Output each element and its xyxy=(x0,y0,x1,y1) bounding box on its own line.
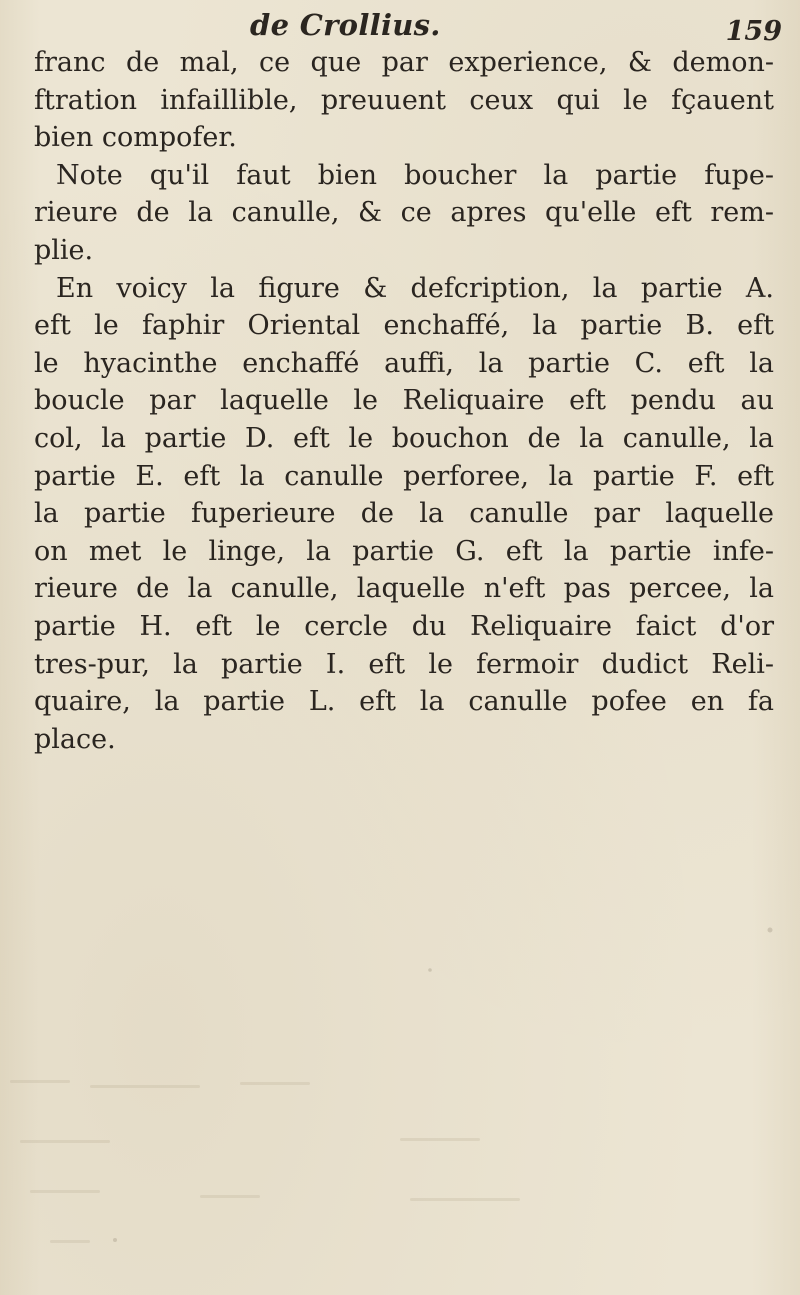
show-through-marks xyxy=(0,720,800,1280)
page-number: 159 xyxy=(725,16,782,47)
text-line: rieure de la canulle, laquelle n'eft pas percee, la xyxy=(34,573,774,605)
text-line: col, la partie D. eft le bouchon de la canulle, la xyxy=(34,422,774,454)
text-line: la partie fuperieure de la canulle par laquelle xyxy=(34,498,774,530)
text-line: eft le faphir Oriental enchaffé, la partie B. eft xyxy=(34,310,774,342)
running-head: de Crollius. xyxy=(250,8,441,42)
text-line: le hyacinthe enchaffé auffi, la partie C. eft la xyxy=(34,347,774,379)
text-line: plie. xyxy=(34,234,94,266)
body-text xyxy=(34,44,774,758)
text-line: boucle par laquelle le Reliquaire eft pendu au xyxy=(34,385,774,417)
text-line: franc de mal, ce que par experience, & demon- xyxy=(34,47,774,78)
text-line: rieure de la canulle, & ce apres qu'elle eft rem- xyxy=(34,197,774,229)
text-line: partie H. eft le cercle du Reliquaire faict d'or xyxy=(34,610,774,642)
text-line: on met le linge, la partie G. eft la partie infe- xyxy=(34,535,774,567)
text-line: place. xyxy=(34,723,116,755)
text-line: quaire, la partie L. eft la canulle pofee en fa xyxy=(34,686,774,718)
text-line: ftration infaillible, preuuent ceux qui le fçauent xyxy=(34,84,774,116)
text-line: tres-pur, la partie I. eft le fermoir dudict Reli- xyxy=(34,648,774,680)
text-line: partie E. eft la canulle perforee, la partie F. eft xyxy=(34,460,774,492)
text-line: Note qu'il faut bien boucher la partie fupe- xyxy=(56,159,774,191)
text-line: En voicy la figure & defcription, la partie A. xyxy=(56,272,774,304)
text-line: bien compofer. xyxy=(34,122,237,154)
